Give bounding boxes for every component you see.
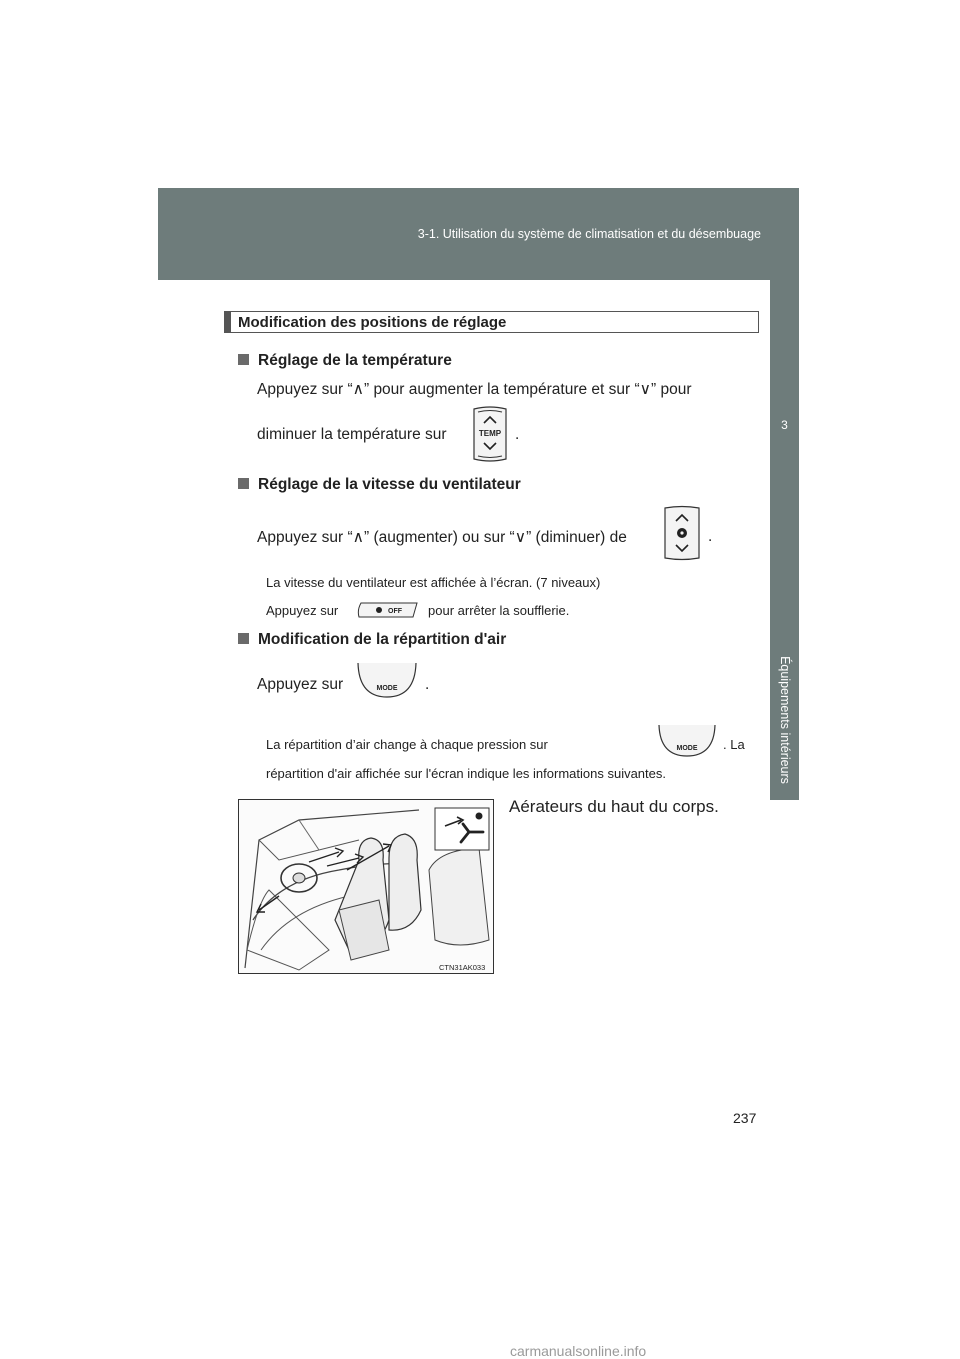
fan-heading-text: Réglage de la vitesse du ventilateur bbox=[258, 476, 521, 493]
temp-button-label: TEMP bbox=[478, 429, 502, 438]
illustration-caption: Aérateurs du haut du corps. bbox=[509, 797, 719, 816]
figure-code: CTN31AK033 bbox=[439, 963, 486, 972]
fan-note-1: La vitesse du ventilateur est affichée à l’écran. (7 niveaux) bbox=[266, 575, 601, 590]
temp-button-icon bbox=[471, 405, 509, 468]
chapter-header bbox=[158, 188, 799, 280]
fan-button-icon bbox=[662, 505, 702, 566]
fan-line-1-end: . bbox=[708, 528, 713, 545]
bullet-square-icon bbox=[238, 354, 249, 365]
fan-off-label: OFF bbox=[388, 608, 402, 615]
watermark: carmanualsonline.info bbox=[510, 1343, 647, 1359]
mode-button-icon-small bbox=[656, 723, 718, 764]
airflow-note-line-1: La répartition d’air change à chaque pression sur bbox=[266, 737, 548, 752]
airflow-line-1: Appuyez sur bbox=[257, 676, 344, 693]
fan-note-2-end: pour arrêter la soufflerie. bbox=[428, 603, 570, 618]
chapter-number: 3 bbox=[781, 418, 788, 432]
section-title-bar bbox=[225, 312, 231, 332]
airflow-note-line-1-end: . La bbox=[723, 737, 745, 752]
airflow-line-1-end: . bbox=[425, 676, 430, 693]
mode-button-label: MODE bbox=[376, 685, 398, 692]
section-title-box bbox=[224, 311, 759, 333]
temperature-line-1: Appuyez sur “∧” pour augmenter la température et sur “∨” pour bbox=[257, 381, 692, 398]
airflow-heading-text: Modification de la répartition d'air bbox=[258, 631, 507, 648]
fan-heading bbox=[238, 476, 521, 494]
fan-off-button-icon bbox=[357, 602, 419, 623]
chapter-side-label-text: Équipements intérieurs bbox=[778, 656, 792, 784]
temperature-line-2-text: diminuer la température sur bbox=[257, 426, 447, 443]
page-number: 237 bbox=[733, 1110, 757, 1126]
section-title: Modification des positions de réglage bbox=[238, 314, 507, 331]
fan-line-1: Appuyez sur “∧” (augmenter) ou sur “∨” (diminuer) de bbox=[257, 529, 627, 546]
fan-note-2-start: Appuyez sur bbox=[266, 603, 339, 618]
airflow-illustration bbox=[238, 799, 494, 974]
temperature-heading-text: Réglage de la température bbox=[258, 352, 452, 369]
mode-button-icon bbox=[355, 660, 419, 705]
temperature-line-2 bbox=[257, 426, 447, 444]
temperature-line-2-end: . bbox=[515, 426, 520, 443]
chapter-title: 3-1. Utilisation du système de climatisation et du désembuage bbox=[417, 227, 761, 241]
chapter-side-label bbox=[775, 650, 795, 790]
airflow-note-line-2: répartition d'air affichée sur l'écran indique les informations suivantes. bbox=[266, 766, 666, 781]
airflow-heading bbox=[238, 631, 506, 649]
temperature-heading bbox=[238, 352, 452, 370]
bullet-square-icon bbox=[238, 633, 249, 644]
bullet-square-icon bbox=[238, 478, 249, 489]
mode-button-small-label: MODE bbox=[676, 745, 698, 752]
